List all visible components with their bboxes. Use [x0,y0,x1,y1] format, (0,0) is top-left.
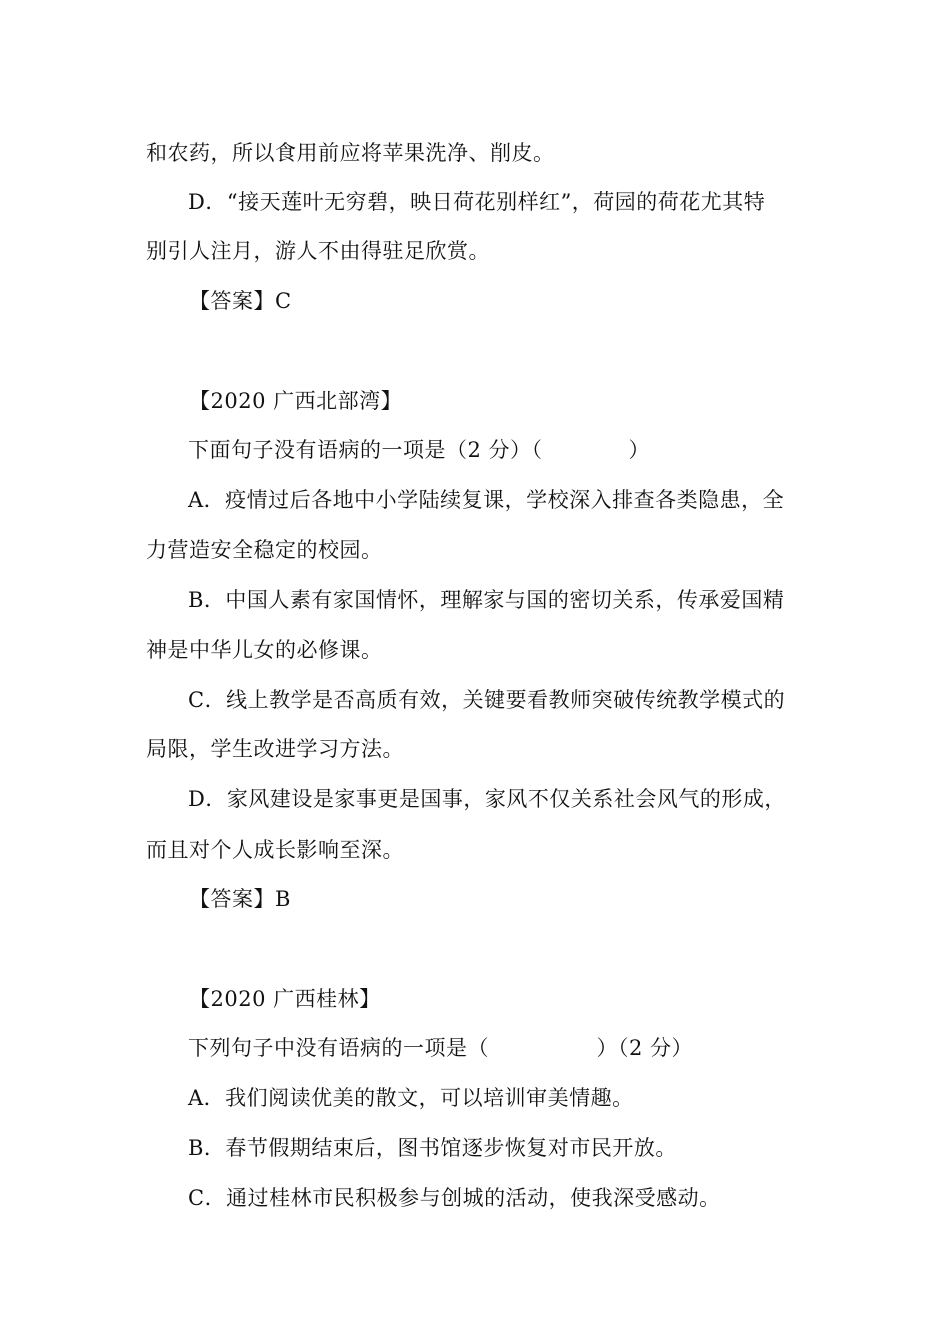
question-stem: 下列句子中没有语病的一项是（ ）（2 分） [188,1036,694,1060]
option-c: C．通过桂林市民积极参与创城的活动，使我深受感动。 [188,1186,721,1210]
option-continuation: 力营造安全稳定的校园。 [146,538,383,562]
option-d: D．“接天莲叶无穷碧，映日荷花别样红”，荷园的荷花尤其特 [188,190,766,214]
answer: 【答案】B [189,887,291,911]
option-continuation: 神是中华儿女的必修课。 [146,638,383,662]
option-c: C．线上教学是否高质有效，关键要看教师突破传统教学模式的 [188,688,786,712]
answer: 【答案】C [189,289,292,313]
option-a: A．我们阅读优美的散文，可以培训审美情趣。 [188,1086,634,1110]
question-source: 【2020 广西桂林】 [189,987,381,1011]
option-continuation: 局限，学生改进学习方法。 [146,737,404,761]
option-continuation: 而且对个人成长影响至深。 [146,838,404,862]
option-continuation: 和农药，所以食用前应将苹果洗净、削皮。 [146,141,555,165]
option-b: B．春节假期结束后，图书馆逐步恢复对市民开放。 [188,1136,677,1160]
option-continuation: 别引人注月，游人不由得驻足欣赏。 [146,239,490,263]
question-stem: 下面句子没有语病的一项是（2 分）（ ） [188,438,651,462]
question-source: 【2020 广西北部湾】 [189,389,403,413]
option-b: B．中国人素有家国情怀，理解家与国的密切关系，传承爱国精 [188,588,785,612]
option-d: D．家风建设是家事更是国事，家风不仅关系社会风气的形成， [188,787,786,811]
option-a: A．疫情过后各地中小学陆续复课，学校深入排查各类隐患，全 [188,488,785,512]
